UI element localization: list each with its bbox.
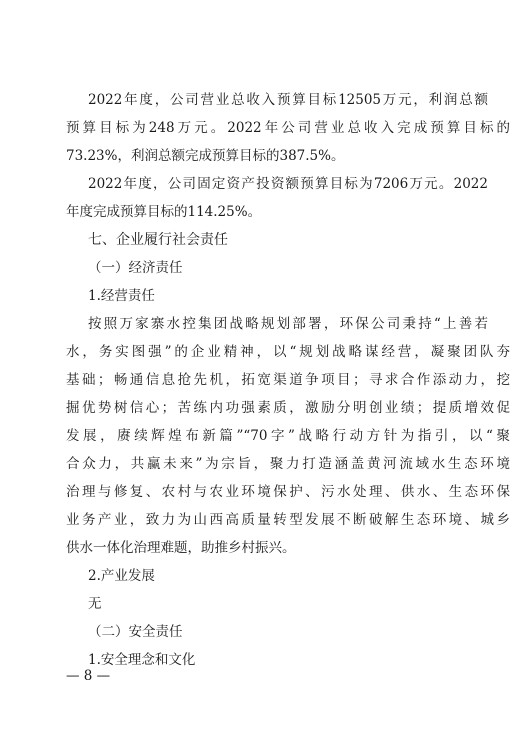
investment-paragraph-line-1: 2022年度，公司固定资产投资额预算目标为7206万元。2022 <box>88 176 488 192</box>
revenue-paragraph-line-1: 2022年度，公司营业总收入预算目标12505万元，利润总额 <box>88 92 488 108</box>
body-paragraph-line-1: 按照万家寨水控集团战略规划部署，环保公司秉持“上善若 <box>88 316 488 332</box>
body-paragraph-line-7: 治理与修复、农村与农业环境保护、污水处理、供水、生态环保 <box>66 484 510 500</box>
body-paragraph-line-6: 合众力，共赢未来”为宗旨，聚力打造涵盖黄河流域水生态环境 <box>66 456 510 472</box>
investment-paragraph-line-2: 年度完成预算目标的114.25%。 <box>66 204 262 220</box>
revenue-paragraph-line-3: 73.23%，利润总额完成预算目标的387.5%。 <box>66 148 345 164</box>
body-paragraph-line-3: 基础；畅通信息抢先机，拓宽渠道争项目；寻求合作添动力，挖 <box>66 372 510 388</box>
section-heading: 七、企业履行社会责任 <box>88 232 228 248</box>
page-number: — 8 — <box>66 668 111 684</box>
item-heading-business: 1.经营责任 <box>88 288 155 304</box>
subsection-heading-economic: （一）经济责任 <box>88 260 183 276</box>
body-paragraph-line-9: 供水一体化治理难题，助推乡村振兴。 <box>66 540 296 556</box>
item-heading-industry: 2.产业发展 <box>88 568 155 584</box>
body-paragraph-line-4: 掘优势树信心；苦练内功强素质，激励分明创业绩；提质增效促 <box>66 400 510 416</box>
body-paragraph-line-2: 水，务实图强”的企业精神，以“规划战略谋经营，凝聚团队夯 <box>66 344 510 360</box>
revenue-paragraph-line-2: 预算目标为248万元。2022年公司营业总收入完成预算目标的 <box>66 120 510 136</box>
subsection-heading-safety: （二）安全责任 <box>88 624 183 640</box>
item-heading-safety-culture: 1.安全理念和文化 <box>88 652 196 668</box>
body-paragraph-line-5: 发展，赓续辉煌布新篇”“70字”战略行动方针为指引，以“聚 <box>66 428 510 444</box>
none-text: 无 <box>88 596 102 612</box>
body-paragraph-line-8: 业务产业，致力为山西高质量转型发展不断破解生态环境、城乡 <box>66 512 510 528</box>
